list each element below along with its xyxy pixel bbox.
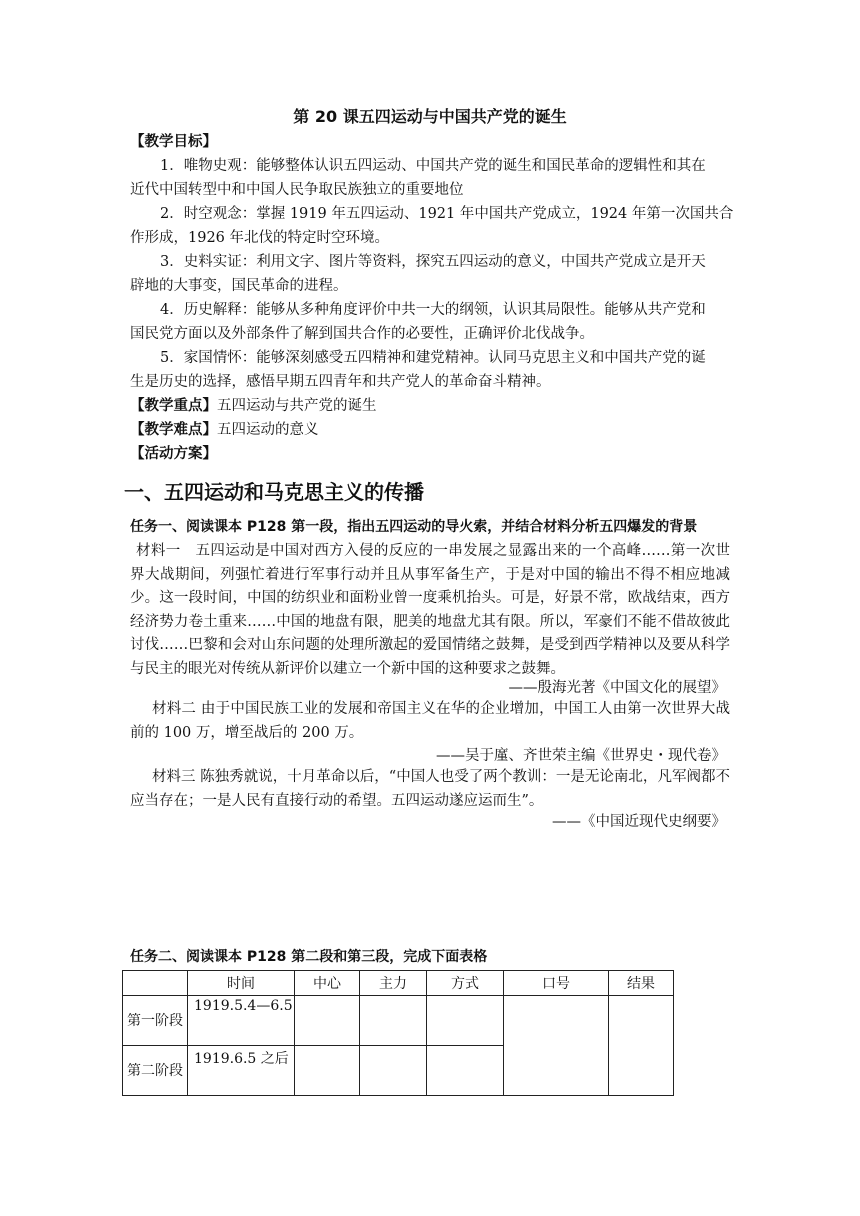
goal-3-line-2: 辟地的大事变，国民革命的进程。 [130,278,348,294]
difficulty-label: 【教学难点】 [130,422,217,438]
goal-4-line-1: 4．历史解释：能够从多种角度评价中共一大的纲领，认识其局限性。能够从共产党和 [160,302,706,318]
material-1-source: ——殷海光著《中国文化的展望》 [508,680,726,696]
key-label: 【教学重点】 [130,398,217,414]
time-cell: 1919.5.4—6.5 [188,996,295,1046]
table-header-row [123,971,674,996]
key-text: 五四运动与共产党的诞生 [217,398,377,414]
header-cell-slogan: 口号 [504,971,609,996]
goal-2-line-1: 2．时空观念：掌握 1919 年五四运动、1921 年中国共产党成立，1924 年第一次国共合 [160,206,734,222]
goal-2-line-2: 作形成，1926 年北伐的特定时空环境。 [130,230,390,246]
goal-1-line-2: 近代中国转型中和中国人民争取民族独立的重要地位 [130,182,464,198]
movement-table [122,970,674,1096]
header-cell-result: 结果 [609,971,674,996]
stage-cell: 第一阶段 [123,996,188,1046]
time-cell: 1919.6.5 之后 [188,1046,295,1096]
difficulty-point [130,418,730,442]
section-heading: 一、五四运动和马克思主义的传播 [124,480,424,504]
result-cell [609,996,674,1096]
task-1: 任务一、阅读课本 P128 第一段，指出五四运动的导火索，并结合材料分析五四爆发的背景 [130,519,698,535]
table-row [123,996,674,1046]
stage-cell: 第二阶段 [123,1046,188,1096]
force-cell [360,996,427,1046]
material-2: 材料二 由于中国民族工业的发展和帝国主义在华的企业增加，中国工人由第一次世界大战前的 100 万，增至战后的 200 万。 [130,701,730,741]
material-3: 材料三 陈独秀就说，十月革命以后，“中国人也受了两个教训：一是无论南北，凡军阀都不应当存在；一是人民有直接行动的希望。五四运动遂应运而生”。 [130,769,730,809]
material-1: 材料一 五四运动是中国对西方入侵的反应的一串发展之显露出来的一个高峰……第一次世界大战期间，列强忙着进行军事行动并且从事军备生产，于是对中国的输出不得不相应地减少。这一段时间，中国的纺织业和面粉业曾一度乘机抬头。可是，好景不常，欧战结束，西方经济势力卷土重来……中国的地盘有限，肥美的地盘尤其有限。所以，军豪们不能不借故彼此讨伐……巴黎和会对山东问题的处理所激起的爱国情绪之鼓舞，是受到西学精神以及要从科学与民主的眼光对传统从新评价以建立一个新中国的这种要求之鼓舞。 [130,543,730,677]
goal-3-line-1: 3．史料实证：利用文字、图片等资料，探究五四运动的意义，中国共产党成立是开天 [160,254,706,270]
header-cell-method: 方式 [427,971,504,996]
header-cell-center: 中心 [295,971,360,996]
center-cell [295,996,360,1046]
method-cell [427,1046,504,1096]
goal-1-line-1: 1．唯物史观：能够整体认识五四运动、中国共产党的诞生和国民革命的逻辑性和其在 [160,158,706,174]
header-cell-force: 主力 [360,971,427,996]
task-2: 任务二、阅读课本 P128 第二段和第三段，完成下面表格 [130,949,488,965]
force-cell [360,1046,427,1096]
difficulty-text: 五四运动的意义 [217,422,319,438]
page-title: 第 20 课五四运动与中国共产党的诞生 [293,107,567,126]
method-cell [427,996,504,1046]
goal-5-line-1: 5．家国情怀：能够深刻感受五四精神和建党精神。认同马克思主义和中国共产党的诞 [160,350,706,366]
goals-heading: 【教学目标】 [130,134,217,150]
center-cell [295,1046,360,1096]
slogan-cell [504,996,609,1096]
key-point [130,394,730,418]
goal-5-line-2: 生是历史的选择，感悟早期五四青年和共产党人的革命奋斗精神。 [130,374,551,390]
plan-heading: 【活动方案】 [130,446,217,462]
material-2-source: ——吴于廑、齐世荣主编《世界史・现代卷》 [436,748,726,764]
goal-4-line-2: 国民党方面以及外部条件了解到国共合作的必要性，正确评价北伐战争。 [130,326,594,342]
material-3-source: ——《中国近现代史纲要》 [552,814,726,830]
header-cell-stage [123,971,188,996]
header-cell-time: 时间 [188,971,295,996]
